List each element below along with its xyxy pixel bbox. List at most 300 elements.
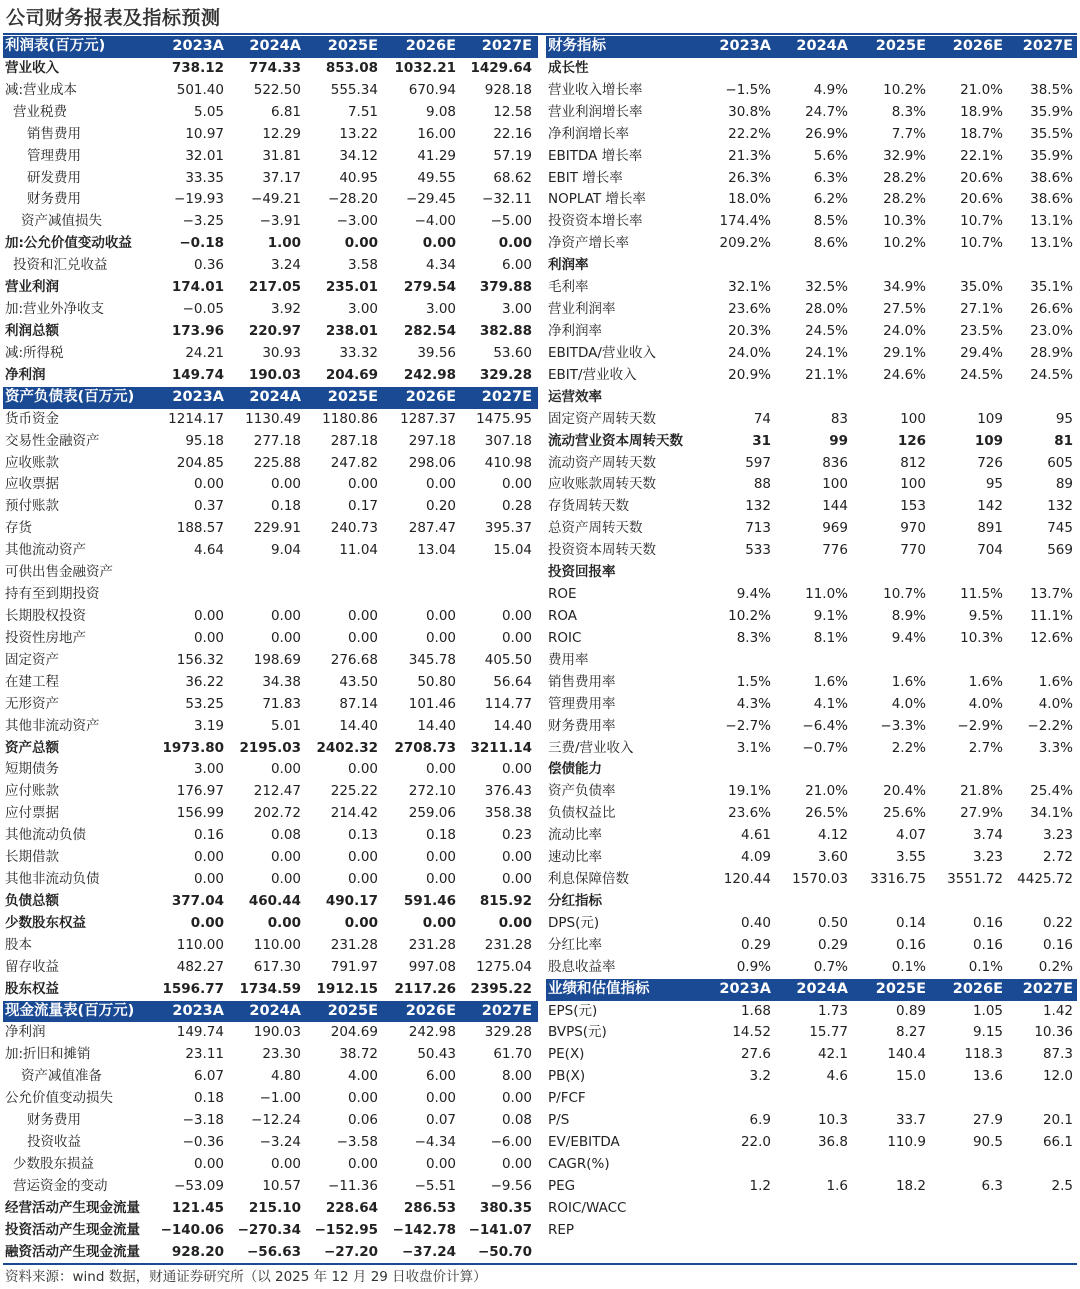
table-title: 财务指标 — [546, 36, 699, 58]
value-cell — [852, 891, 930, 913]
row-label: 应付票据 — [5, 805, 59, 822]
value-cell: 1475.95 — [476, 410, 532, 427]
value-cell — [775, 255, 852, 277]
table-title: 现金流量表(百万元) — [3, 1001, 155, 1023]
year-header: 2025E — [852, 36, 930, 58]
value-cell: 7.51 — [347, 103, 378, 120]
table-row — [3, 299, 538, 321]
value-cell: −28.20 — [328, 191, 378, 208]
value-cell: 212.47 — [253, 783, 301, 800]
value-cell: −2.7% — [725, 717, 771, 734]
value-cell: 0.00 — [422, 235, 456, 252]
value-cell: 132 — [1047, 498, 1073, 515]
value-cell: 215.10 — [248, 1199, 301, 1216]
value-cell: −270.34 — [237, 1221, 301, 1238]
value-cell: 11.1% — [1030, 607, 1073, 624]
value-cell: −6.00 — [490, 1134, 532, 1151]
table-row — [3, 168, 538, 190]
value-cell: 21.1% — [805, 366, 848, 383]
value-cell — [699, 650, 775, 672]
table-row — [3, 518, 538, 540]
row-label: 资产负债率 — [548, 783, 616, 800]
row-label: 销售费用 — [27, 125, 81, 142]
row-label: 运营效率 — [548, 388, 602, 405]
value-cell: 0.00 — [425, 761, 456, 778]
value-cell: 26.9% — [805, 125, 848, 142]
row-label: 股本 — [5, 936, 32, 953]
value-cell: 14.40 — [417, 717, 456, 734]
value-cell: 27.5% — [883, 301, 926, 318]
value-cell: 126 — [897, 432, 926, 449]
table-row — [3, 146, 538, 168]
row-label: 加:公允价值变动收益 — [5, 235, 132, 252]
value-cell: 1734.59 — [239, 980, 301, 997]
table-row — [3, 1198, 538, 1220]
value-cell — [462, 584, 538, 606]
value-cell: 9.04 — [270, 542, 301, 559]
value-cell: 13.04 — [417, 542, 456, 559]
value-cell: 745 — [1047, 520, 1073, 537]
year-header: 2024A — [230, 387, 307, 409]
value-cell: 282.54 — [403, 322, 456, 339]
value-cell: −37.24 — [401, 1243, 456, 1260]
value-cell: 3.60 — [817, 849, 848, 866]
value-cell — [930, 759, 1007, 781]
table-row — [3, 628, 538, 650]
value-cell: −140.06 — [160, 1221, 224, 1238]
value-cell: −9.56 — [490, 1177, 532, 1194]
value-cell: 22.2% — [728, 125, 771, 142]
value-cell: 1.5% — [736, 673, 771, 690]
row-label: 应收票据 — [5, 476, 59, 493]
value-cell — [930, 1198, 1007, 1220]
value-cell: 8.9% — [891, 607, 926, 624]
row-label: 加:折旧和摊销 — [5, 1046, 91, 1063]
value-cell: 27.9% — [960, 805, 1003, 822]
value-cell: 0.00 — [501, 849, 532, 866]
value-cell: 23.6% — [728, 805, 771, 822]
value-cell: 0.00 — [501, 629, 532, 646]
value-cell: 0.16 — [193, 827, 224, 844]
value-cell — [852, 1088, 930, 1110]
value-cell: 569 — [1047, 542, 1073, 559]
value-cell: 3.19 — [193, 717, 224, 734]
value-cell: 2395.22 — [470, 980, 532, 997]
value-cell — [1007, 387, 1077, 409]
value-cell — [1007, 58, 1077, 80]
value-cell: 89 — [1055, 476, 1073, 493]
section-row — [546, 255, 1077, 277]
value-cell: 30.93 — [262, 344, 301, 361]
value-cell: 279.54 — [403, 279, 456, 296]
value-cell: 23.11 — [185, 1046, 224, 1063]
value-cell — [852, 562, 930, 584]
value-cell: 0.00 — [270, 761, 301, 778]
value-cell: 891 — [977, 520, 1003, 537]
row-label: 营业利润增长率 — [548, 103, 643, 120]
value-cell: 0.00 — [193, 607, 224, 624]
value-cell — [775, 562, 852, 584]
table-row — [546, 1001, 1077, 1023]
value-cell: 27.6 — [740, 1046, 771, 1063]
table-row — [3, 496, 538, 518]
value-cell: 482.27 — [176, 958, 224, 975]
value-cell — [699, 1198, 775, 1220]
row-label: 持有至到期投资 — [5, 586, 100, 603]
value-cell: 0.16 — [895, 936, 926, 953]
value-cell: 40.95 — [339, 169, 378, 186]
table-row — [546, 1044, 1077, 1066]
value-cell: 9.1% — [813, 607, 848, 624]
row-label: PE(X) — [548, 1046, 585, 1063]
value-cell: 109 — [974, 432, 1003, 449]
row-label: 净利润 — [5, 366, 46, 383]
value-cell: 0.00 — [425, 1090, 456, 1107]
value-cell: 307.18 — [484, 432, 532, 449]
value-cell: 272.10 — [408, 783, 456, 800]
value-cell: 1596.77 — [162, 980, 224, 997]
value-cell: 533 — [745, 542, 771, 559]
table-row — [3, 540, 538, 562]
value-cell: 88 — [753, 476, 771, 493]
table-row — [3, 211, 538, 233]
row-label: ROIC/WACC — [548, 1199, 627, 1216]
value-cell: 2708.73 — [394, 739, 456, 756]
value-cell: 10.2% — [728, 607, 771, 624]
value-cell: 0.00 — [270, 607, 301, 624]
value-cell: 0.00 — [425, 1156, 456, 1173]
value-cell: 1287.37 — [400, 410, 456, 427]
year-header: 2026E — [930, 979, 1007, 1001]
row-label: 股息收益率 — [548, 958, 616, 975]
value-cell — [775, 1154, 852, 1176]
section-row — [546, 58, 1077, 80]
table-row — [3, 1176, 538, 1198]
year-header: 2025E — [307, 1001, 384, 1023]
value-cell: 5.05 — [193, 103, 224, 120]
value-cell: 142 — [977, 498, 1003, 515]
year-header: 2023A — [699, 36, 775, 58]
table-row — [3, 1220, 538, 1242]
value-cell: 10.36 — [1034, 1024, 1073, 1041]
row-label: 投资和汇兑收益 — [13, 257, 108, 274]
row-label: 资产总额 — [5, 739, 59, 756]
value-cell: 1.2 — [749, 1177, 771, 1194]
value-cell: 0.00 — [190, 914, 224, 931]
table-row — [3, 672, 538, 694]
value-cell: 140.4 — [887, 1046, 926, 1063]
value-cell: 24.0% — [728, 344, 771, 361]
value-cell: 61.70 — [493, 1046, 532, 1063]
value-cell: 9.08 — [425, 103, 456, 120]
year-header: 2024A — [775, 36, 852, 58]
table-row — [3, 1132, 538, 1154]
value-cell — [930, 387, 1007, 409]
row-label: 加:营业外净收支 — [5, 301, 105, 318]
value-cell: 2195.03 — [239, 739, 301, 756]
table-row — [3, 1044, 538, 1066]
value-cell: 0.00 — [347, 761, 378, 778]
value-cell: 329.28 — [479, 366, 532, 383]
value-cell: 395.37 — [484, 520, 532, 537]
value-cell: 35.9% — [1030, 103, 1073, 120]
value-cell: 238.01 — [325, 322, 378, 339]
table-row — [546, 869, 1077, 891]
table-row — [546, 1220, 1077, 1242]
value-cell: 2.7% — [968, 739, 1003, 756]
value-cell: 276.68 — [330, 651, 378, 668]
value-cell: 33.35 — [185, 169, 224, 186]
value-cell: 10.3% — [960, 629, 1003, 646]
row-label: P/S — [548, 1112, 570, 1129]
value-cell: 0.00 — [193, 1156, 224, 1173]
table-row — [3, 1110, 538, 1132]
value-cell — [775, 891, 852, 913]
value-cell: 853.08 — [325, 59, 378, 76]
value-cell: 6.2% — [813, 191, 848, 208]
value-cell: 0.00 — [347, 871, 378, 888]
value-cell: 95.18 — [185, 432, 224, 449]
row-label: 偿债能力 — [548, 761, 602, 778]
value-cell: 95 — [985, 476, 1003, 493]
value-cell: −53.09 — [174, 1177, 224, 1194]
value-cell: 15.04 — [493, 542, 532, 559]
value-cell: 66.1 — [1042, 1134, 1073, 1151]
value-cell: 20.1 — [1042, 1112, 1073, 1129]
value-cell: 3211.14 — [470, 739, 532, 756]
value-cell: 22.1% — [960, 147, 1003, 164]
value-cell: 34.38 — [262, 673, 301, 690]
row-label: 营业收入 — [5, 59, 59, 76]
value-cell — [775, 759, 852, 781]
value-cell — [852, 1220, 930, 1242]
table-row — [3, 474, 538, 496]
value-cell: 0.16 — [972, 914, 1003, 931]
value-cell: −4.34 — [414, 1134, 456, 1151]
row-label: 投资资本增长率 — [548, 213, 643, 230]
value-cell: 50.43 — [417, 1046, 456, 1063]
table-row — [3, 453, 538, 475]
table-row — [3, 891, 538, 913]
table-row — [3, 1022, 538, 1044]
value-cell — [699, 562, 775, 584]
value-cell: 4.0% — [891, 695, 926, 712]
value-cell: 8.1% — [813, 629, 848, 646]
value-cell: 0.00 — [267, 914, 301, 931]
value-cell: 33.7 — [895, 1112, 926, 1129]
value-cell: 53.25 — [185, 695, 224, 712]
value-cell: 460.44 — [248, 892, 301, 909]
table-row — [546, 716, 1077, 738]
value-cell: 0.00 — [425, 629, 456, 646]
value-cell: 24.21 — [185, 344, 224, 361]
value-cell: 190.03 — [248, 366, 301, 383]
value-cell: 121.45 — [171, 1199, 224, 1216]
value-cell: 0.00 — [270, 849, 301, 866]
value-cell: 0.00 — [347, 607, 378, 624]
row-label: EBIT/营业收入 — [548, 366, 637, 383]
row-label: 成长性 — [548, 59, 589, 76]
value-cell — [699, 58, 775, 80]
value-cell: 1.6% — [813, 673, 848, 690]
table-header-row — [546, 36, 1077, 58]
value-cell: 4.34 — [425, 257, 456, 274]
section-row — [546, 387, 1077, 409]
row-label: 净资产增长率 — [548, 235, 629, 252]
value-cell: 24.5% — [805, 322, 848, 339]
row-label: 净利润率 — [548, 322, 602, 339]
row-label: 营业利润率 — [548, 301, 616, 318]
row-label: 净利润 — [5, 1024, 46, 1041]
row-label: NOPLAT 增长率 — [548, 191, 646, 208]
value-cell: −3.24 — [259, 1134, 301, 1151]
value-cell: 57.19 — [493, 147, 532, 164]
value-cell: 0.16 — [1042, 936, 1073, 953]
value-cell: 0.00 — [347, 629, 378, 646]
value-cell: 87.3 — [1042, 1046, 1073, 1063]
value-cell: 27.1% — [960, 301, 1003, 318]
value-cell: 0.14 — [895, 914, 926, 931]
value-cell: 0.00 — [498, 235, 532, 252]
value-cell: 9.4% — [736, 586, 771, 603]
value-cell: 3551.72 — [947, 871, 1003, 888]
value-cell: 8.5% — [813, 213, 848, 230]
row-label: 营运资金的变动 — [13, 1177, 108, 1194]
value-cell: 28.0% — [805, 301, 848, 318]
value-cell — [1007, 891, 1077, 913]
row-label: 营业利润 — [5, 279, 59, 296]
row-label: ROE — [548, 586, 577, 603]
value-cell: 0.08 — [501, 1112, 532, 1129]
value-cell: 41.29 — [417, 147, 456, 164]
value-cell: 1.42 — [1042, 1002, 1073, 1019]
financial-indicators-table — [546, 36, 1077, 1242]
value-cell — [1007, 1088, 1077, 1110]
value-cell: 0.00 — [344, 914, 378, 931]
row-label: EBITDA/营业收入 — [548, 344, 656, 361]
value-cell: 812 — [900, 454, 926, 471]
value-cell — [1007, 1198, 1077, 1220]
value-cell: 0.00 — [425, 871, 456, 888]
value-cell: 1.6% — [891, 673, 926, 690]
table-row — [546, 365, 1077, 387]
row-label: 流动资产周转天数 — [548, 454, 656, 471]
table-row — [3, 1088, 538, 1110]
value-cell: 81 — [1054, 432, 1073, 449]
value-cell: 18.0% — [728, 191, 771, 208]
value-cell: 5.6% — [813, 147, 848, 164]
value-cell: 13.1% — [1030, 235, 1073, 252]
value-cell: 23.30 — [262, 1046, 301, 1063]
row-label: 投资回报率 — [548, 564, 616, 581]
value-cell: 522.50 — [253, 81, 301, 98]
row-label: 三费/营业收入 — [548, 739, 634, 756]
table-row — [3, 584, 538, 606]
value-cell: 99 — [829, 432, 848, 449]
value-cell: 1130.49 — [245, 410, 301, 427]
value-cell: 118.3 — [964, 1046, 1003, 1063]
value-cell: 13.6 — [972, 1068, 1003, 1085]
value-cell: 0.00 — [344, 235, 378, 252]
value-cell: 25.4% — [1030, 783, 1073, 800]
row-label: 留存收益 — [5, 958, 59, 975]
table-row — [546, 124, 1077, 146]
value-cell: 2.2% — [891, 739, 926, 756]
row-label: 投资活动产生现金流量 — [5, 1221, 140, 1238]
table-row — [546, 935, 1077, 957]
value-cell: 33.32 — [339, 344, 378, 361]
value-cell: 225.88 — [253, 454, 301, 471]
value-cell: 14.52 — [732, 1024, 771, 1041]
row-label: 公允价值变动损失 — [5, 1090, 113, 1107]
value-cell: −0.05 — [182, 301, 224, 318]
value-cell: 15.0 — [895, 1068, 926, 1085]
value-cell: 4.3% — [736, 695, 771, 712]
table-row — [3, 957, 538, 979]
row-label: 速动比率 — [548, 849, 602, 866]
value-cell: 738.12 — [171, 59, 224, 76]
year-header: 2024A — [230, 1001, 307, 1023]
value-cell: −3.91 — [259, 213, 301, 230]
value-cell: 6.81 — [270, 103, 301, 120]
value-cell: 1180.86 — [322, 410, 378, 427]
table-row — [3, 124, 538, 146]
value-cell: 90.5 — [972, 1134, 1003, 1151]
footer-divider — [3, 1263, 1077, 1265]
value-cell — [699, 1088, 775, 1110]
table-row — [546, 628, 1077, 650]
page-title: 公司财务报表及指标预测 — [6, 7, 221, 29]
value-cell: 0.00 — [270, 1156, 301, 1173]
value-cell: 670.94 — [408, 81, 456, 98]
value-cell: 28.2% — [883, 191, 926, 208]
value-cell: 38.6% — [1030, 169, 1073, 186]
section-row — [546, 562, 1077, 584]
value-cell: 1.00 — [267, 235, 301, 252]
value-cell: 1.6% — [1038, 673, 1073, 690]
row-label: 负债权益比 — [548, 805, 616, 822]
table-row — [546, 540, 1077, 562]
year-header: 2024A — [230, 36, 307, 58]
table-row — [3, 1154, 538, 1176]
value-cell: 2.5 — [1051, 1177, 1073, 1194]
value-cell — [852, 1198, 930, 1220]
value-cell: 3.92 — [270, 301, 301, 318]
value-cell: 6.3 — [981, 1177, 1003, 1194]
value-cell: 329.28 — [484, 1024, 532, 1041]
value-cell: 204.69 — [330, 1024, 378, 1041]
table-row — [3, 233, 538, 255]
row-label: 财务费用 — [27, 191, 81, 208]
table-row — [3, 847, 538, 869]
value-cell: −2.2% — [1027, 717, 1073, 734]
table-row — [3, 255, 538, 277]
value-cell: 3.23 — [1042, 827, 1073, 844]
table-header-row — [3, 1001, 538, 1023]
value-cell: 21.0% — [960, 81, 1003, 98]
value-cell — [852, 1154, 930, 1176]
value-cell — [852, 387, 930, 409]
value-cell: 836 — [822, 454, 848, 471]
value-cell: 21.8% — [960, 783, 1003, 800]
value-cell: 247.82 — [330, 454, 378, 471]
table-row — [3, 365, 538, 387]
value-cell: −5.51 — [414, 1177, 456, 1194]
table-row — [546, 1088, 1077, 1110]
value-cell — [155, 562, 230, 584]
value-cell: 6.3% — [813, 169, 848, 186]
value-cell: 0.9% — [736, 958, 771, 975]
